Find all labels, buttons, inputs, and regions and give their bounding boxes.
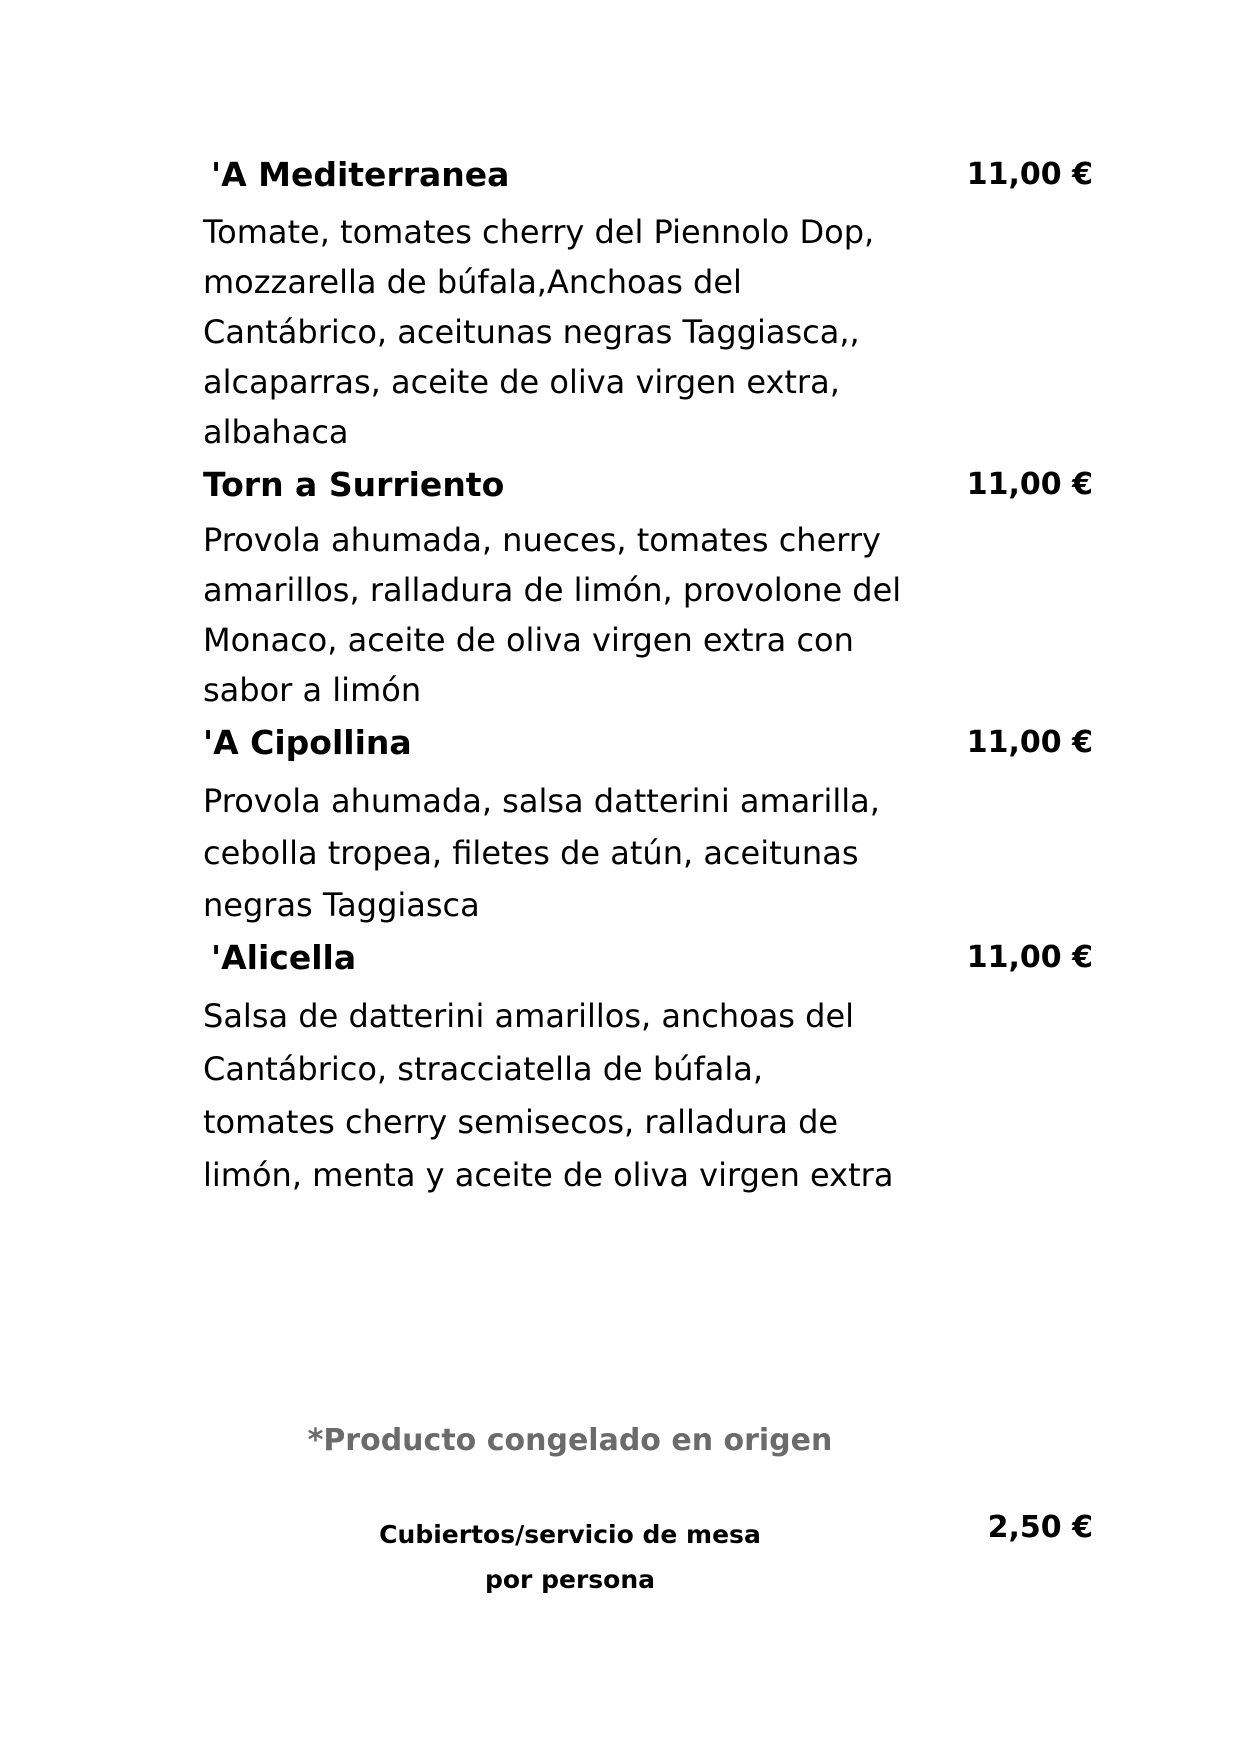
description-line: Tomate, tomates cherry del Piennolo Dop, [203, 213, 875, 251]
frozen-product-note: *Producto congelado en origen [307, 1423, 833, 1458]
item-description [203, 990, 963, 1202]
description-line: tomates cherry semisecos, ralladura de [203, 1103, 839, 1141]
description-line: Provola ahumada, nueces, tomates cherry [203, 521, 881, 559]
item-price: 11,00 € [966, 725, 1093, 760]
description-line: albahaca [203, 413, 349, 451]
description-line: negras Taggiasca [203, 886, 480, 924]
description-line: Cantábrico, stracciatella de búfala, [203, 1050, 764, 1088]
item-description [203, 207, 963, 457]
item-price: 11,00 € [966, 467, 1093, 502]
item-price: 11,00 € [966, 157, 1093, 192]
item-name: 'A Cipollina [203, 723, 412, 762]
description-line: amarillos, ralladura de limón, provolone del [203, 571, 902, 609]
description-line: Provola ahumada, salsa datterini amarilla, [203, 782, 880, 820]
description-line: Salsa de datterini amarillos, anchoas del [203, 997, 855, 1035]
description-line: Monaco, aceite de oliva virgen extra con [203, 621, 854, 659]
service-label-line: por persona [484, 1565, 655, 1594]
item-description [203, 775, 963, 931]
service-label-line: Cubiertos/servicio de mesa [379, 1520, 761, 1549]
description-line: sabor a limón [203, 671, 422, 709]
description-line: Cantábrico, aceitunas negras Taggiasca,, [203, 313, 860, 351]
item-description [203, 515, 963, 715]
description-line: cebolla tropea, filetes de atún, aceitunas [203, 834, 859, 872]
item-name: 'Alicella [211, 938, 357, 977]
description-line: limón, menta y aceite de oliva virgen extra [203, 1156, 894, 1194]
item-name: 'A Mediterranea [211, 155, 510, 194]
description-line: alcaparras, aceite de oliva virgen extra, [203, 363, 840, 401]
item-price: 11,00 € [966, 940, 1093, 975]
item-name: Torn a Surriento [203, 465, 505, 504]
service-charge-price: 2,50 € [987, 1510, 1093, 1545]
service-charge-label [340, 1512, 800, 1602]
description-line: mozzarella de búfala,Anchoas del [203, 263, 742, 301]
